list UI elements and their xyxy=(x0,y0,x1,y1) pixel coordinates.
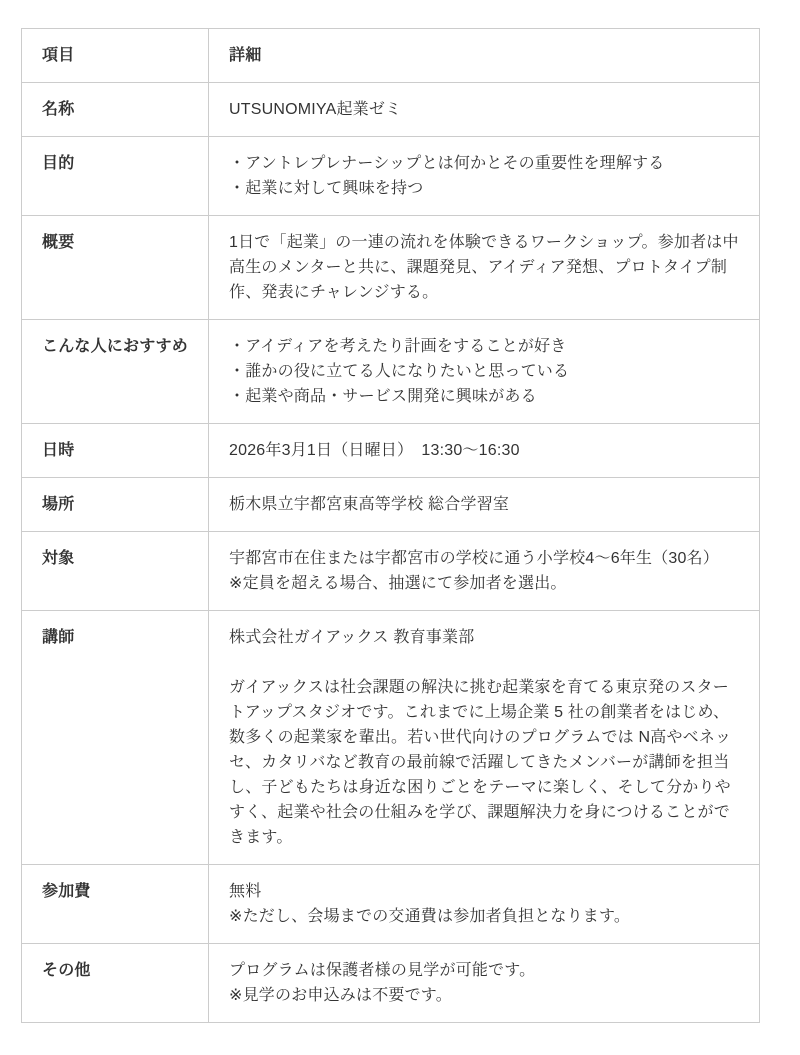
detail-line: ・誰かの役に立てる人になりたいと思っている xyxy=(229,363,570,380)
row-label-cell: 場所 xyxy=(22,478,209,532)
detail-line: ・アイディアを考えたり計画をすることが好き xyxy=(229,338,567,355)
detail-line xyxy=(229,650,744,675)
table-header-row xyxy=(22,29,760,83)
detail-line: ・起業や商品・サービス開発に興味がある xyxy=(229,388,537,405)
row-detail-cell xyxy=(209,83,760,137)
table-row xyxy=(22,137,760,216)
detail-line: ※ただし、会場までの交通費は参加者負担となります。 xyxy=(229,908,631,925)
row-label-cell: 目的 xyxy=(22,137,209,216)
row-detail-cell xyxy=(209,478,760,532)
detail-line: ※見学のお申込みは不要です。 xyxy=(229,987,452,1004)
row-label-cell: 概要 xyxy=(22,216,209,320)
row-detail-cell xyxy=(209,137,760,216)
detail-line: プログラムは保護者様の見学が可能です。 xyxy=(229,962,536,979)
detail-line: 宇都宮市在住または宇都宮市の学校に通う小学校4〜6年生（30名） xyxy=(229,550,719,567)
row-label-cell: 参加費 xyxy=(22,865,209,944)
row-label-cell: 対象 xyxy=(22,532,209,611)
detail-line: UTSUNOMIYA起業ゼミ xyxy=(229,101,402,118)
table-row xyxy=(22,944,760,1023)
row-label-cell: 講師 xyxy=(22,611,209,865)
detail-line: ※定員を超える場合、抽選にて参加者を選出。 xyxy=(229,575,567,592)
row-label-cell: その他 xyxy=(22,944,209,1023)
detail-line: ・アントレプレナーシップとは何かとその重要性を理解する xyxy=(229,155,665,172)
row-label-cell: こんな人におすすめ xyxy=(22,320,209,424)
row-detail-cell xyxy=(209,532,760,611)
row-detail-cell xyxy=(209,320,760,424)
row-detail-cell xyxy=(209,424,760,478)
table-row xyxy=(22,424,760,478)
header-detail-cell: 詳細 xyxy=(209,29,760,83)
detail-line: 1日で「起業」の一連の流れを体験できるワークショップ。参加者は中高生のメンターと共に、課題発見、アイディア発想、プロトタイプ制作、発表にチャレンジする。 xyxy=(229,234,739,301)
detail-line: 2026年3月1日（日曜日） 13:30〜16:30 xyxy=(229,442,520,459)
table-row xyxy=(22,865,760,944)
detail-line: 無料 xyxy=(229,883,262,900)
row-label-cell: 日時 xyxy=(22,424,209,478)
table-row xyxy=(22,611,760,865)
table-row xyxy=(22,83,760,137)
event-details-table xyxy=(21,28,760,1023)
detail-line: 栃木県立宇都宮東高等学校 総合学習室 xyxy=(229,496,510,513)
row-detail-cell xyxy=(209,865,760,944)
row-detail-cell xyxy=(209,944,760,1023)
table-body xyxy=(22,83,760,1023)
row-detail-cell xyxy=(209,611,760,865)
header-item-cell: 項目 xyxy=(22,29,209,83)
table-row xyxy=(22,478,760,532)
table-row xyxy=(22,532,760,611)
row-detail-cell xyxy=(209,216,760,320)
table-row xyxy=(22,320,760,424)
detail-line: ガイアックスは社会課題の解決に挑む起業家を育てる東京発のスタートアップスタジオです。これまでに上場企業 5 社の創業者をはじめ、数多くの起業家を輩出。若い世代向けのプログラムでは N高やベネッセ、カタリバなど教育の最前線で活躍してきたメンバーが講師を担当し、子どもたちは身近な困りごとをテーマに楽しく、そして分かりやすく、起業や社会の仕組みを学び、課題解決力を身につけることができます。 xyxy=(229,679,732,846)
event-details-table-container xyxy=(21,28,760,1023)
table-row xyxy=(22,216,760,320)
detail-line: 株式会社ガイアックス 教育事業部 xyxy=(229,629,475,646)
row-label-cell: 名称 xyxy=(22,83,209,137)
detail-line: ・起業に対して興味を持つ xyxy=(229,180,424,197)
